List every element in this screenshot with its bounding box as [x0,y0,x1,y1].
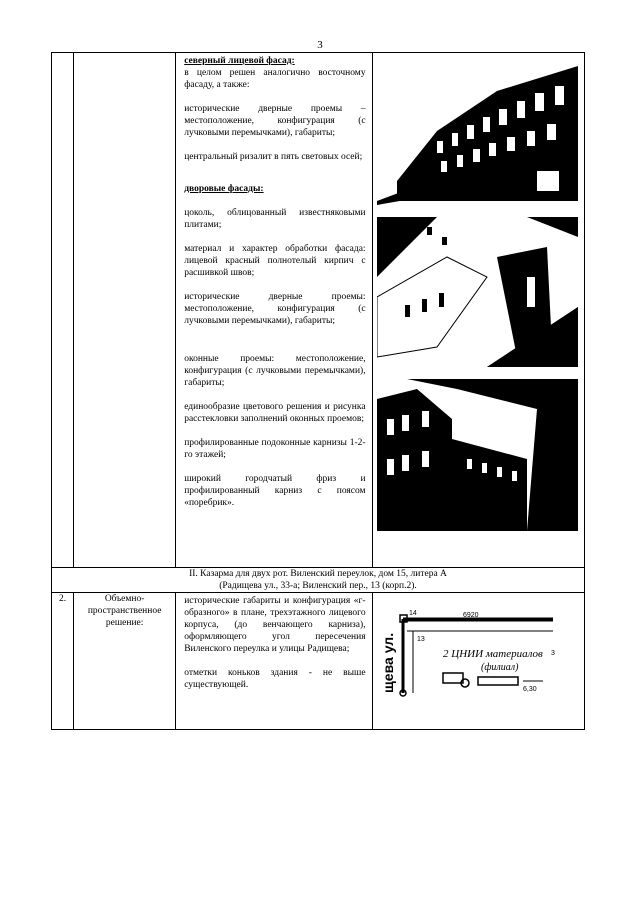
list-item: исторические дверные проемы: местоположение, конфигурация (с лучковыми перемычками), габариты; [184,292,366,326]
site-plan-map [373,593,585,713]
windows-photo [377,379,578,531]
list-item: оконные проемы: местоположение, конфигурация (с лучковыми перемычками), габариты; [184,354,366,388]
map-cell [372,593,584,730]
facade-intro: в целом решен аналогично восточному фасаду, а также: [184,68,366,90]
map-mark-13: 13 [416,636,425,643]
protection-subject-table [51,52,585,730]
description-cell [176,53,372,568]
list-item: единообразие цветового решения и рисунка расстекловки заполнений оконных проемов; [184,402,366,424]
section-header-row [52,568,585,593]
description-cell [176,593,372,730]
page-number: 3 [317,39,323,51]
list-item: профилированные подоконные карнизы 1-2-го этажей; [184,438,366,460]
list-item: отметки коньков здания - не выше существующей. [184,668,366,690]
map-mark-3: 3 [550,650,555,657]
north-facade-photo [377,61,578,205]
map-title-line2: (филиал) [480,662,519,673]
map-mark-14: 14 [408,610,417,617]
list-item: исторические габариты и конфигурация «г-образного» в плане, трехэтажного лицевого корпуса, (до венчающего карниза), оформляющего угол пересечения Виленского переулка и улицы Радищева; [184,596,366,654]
number-cell [52,53,74,568]
list-item: исторические дверные проемы – местоположение, конфигурация (с лучковыми перемычками), габариты; [184,104,366,138]
category-cell [74,53,176,568]
list-item: материал и характер обработки фасада: лицевой красный полнотелый кирпич с расшивкой швов; [184,244,366,278]
table-row [52,53,585,568]
category-title: Объемно-пространственное решение: [74,593,176,730]
yard-facade-photo [377,217,578,367]
map-street-label: щева ул. [379,632,396,693]
facade-heading: северный лицевой фасад: [184,56,295,66]
list-item: широкий городчатый фриз и профилированный карниз с поясом «поребрик». [184,474,366,508]
map-mark-630: 6,30 [522,686,537,693]
map-mark-6920: 6920 [462,612,479,619]
list-item: цоколь, облицованный известняковыми плитами; [184,208,366,230]
yard-heading: дворовые фасады: [184,184,264,194]
photo-cell [372,53,584,568]
list-item: центральный ризалит в пять световых осей; [184,152,363,162]
table-row [52,593,585,730]
section-title: II. Казарма для двух рот. Виленский переулок, дом 15, литера А [189,569,447,579]
row-number: 2. [52,593,74,730]
section-address: (Радищева ул., 33-а; Виленский пер., 13 (корп.2). [219,581,417,591]
map-title-line1: 2 ЦНИИ материалов [442,648,543,660]
